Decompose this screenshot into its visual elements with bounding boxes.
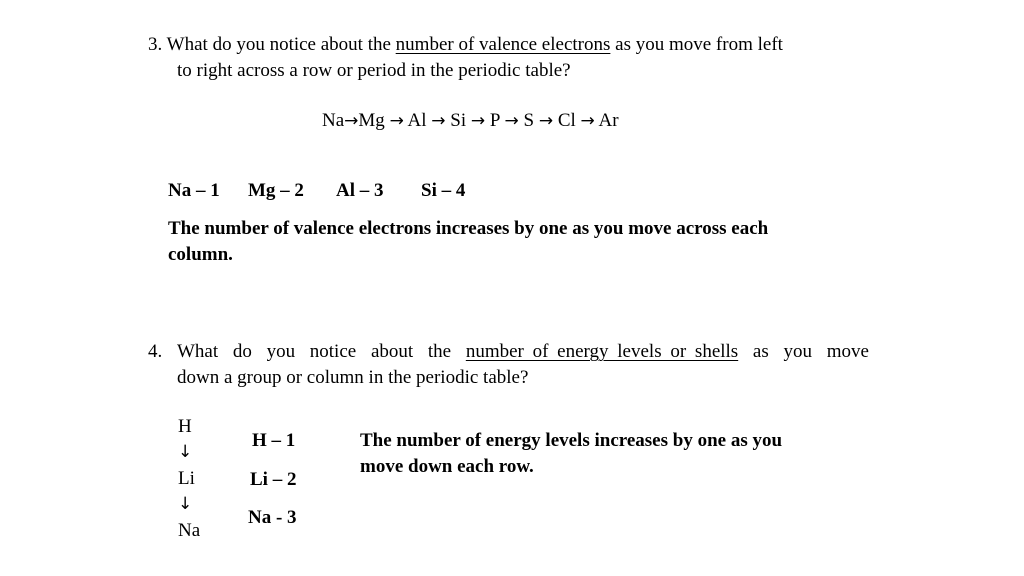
question-3-line-1 bbox=[148, 34, 783, 56]
question-4-text-w2: do bbox=[232, 341, 252, 362]
question-3-text-start: What do you notice about the bbox=[166, 34, 391, 55]
element-al: Al bbox=[407, 110, 427, 131]
question-4-text-w1: What bbox=[176, 341, 219, 362]
valence-count-si: Si – 4 bbox=[421, 180, 466, 201]
question-4-text-w5: about bbox=[370, 341, 414, 362]
question-4-line-2: down a group or column in the periodic table? bbox=[177, 367, 529, 388]
element-s: S bbox=[523, 110, 535, 131]
element-na: Na bbox=[322, 110, 345, 131]
shell-count-h: H – 1 bbox=[252, 430, 296, 451]
element-cl: Cl bbox=[557, 110, 576, 131]
down-arrow-icon: ↓ bbox=[178, 442, 193, 462]
answer-3-line-2: column. bbox=[168, 244, 233, 265]
shell-count-li: Li – 2 bbox=[250, 469, 297, 490]
group-element-h: H bbox=[178, 416, 192, 437]
question-4-text-w7: as bbox=[752, 341, 769, 362]
valence-count-al: Al – 3 bbox=[336, 180, 384, 201]
right-arrow-icon: → bbox=[504, 111, 519, 131]
group-element-na: Na bbox=[178, 520, 201, 541]
question-4-text-w4: notice bbox=[309, 341, 357, 362]
group-element-li: Li bbox=[178, 468, 195, 489]
answer-3-line-1: The number of valence electrons increases by one as you move across each bbox=[168, 218, 769, 239]
question-3-text-end: as you move from left bbox=[615, 34, 783, 55]
right-arrow-icon: → bbox=[431, 111, 446, 131]
question-4-text-w8: you bbox=[783, 341, 812, 362]
element-sequence bbox=[322, 110, 619, 132]
element-ar: Ar bbox=[598, 110, 619, 131]
question-4-number: 4. bbox=[148, 341, 163, 362]
valence-count-na: Na – 1 bbox=[168, 180, 220, 201]
question-3-key-phrase: number of valence electrons bbox=[395, 34, 611, 55]
element-p: P bbox=[489, 110, 500, 131]
element-mg: Mg bbox=[358, 110, 385, 131]
question-3-number: 3. bbox=[148, 34, 163, 55]
right-arrow-icon: → bbox=[470, 111, 486, 131]
question-4-text-w9: move bbox=[826, 341, 869, 362]
shell-count-na: Na - 3 bbox=[248, 507, 297, 528]
right-arrow-icon: → bbox=[580, 111, 595, 131]
question-4-line-1 bbox=[148, 341, 869, 363]
question-4-text-w6: the bbox=[427, 341, 452, 362]
question-3-line-2: to right across a row or period in the periodic table? bbox=[177, 60, 571, 81]
answer-4-line-2: move down each row. bbox=[360, 456, 534, 477]
down-arrow-icon: ↓ bbox=[178, 494, 193, 514]
question-4-text-w3: you bbox=[266, 341, 296, 362]
valence-count-mg: Mg – 2 bbox=[248, 180, 304, 201]
right-arrow-icon: → bbox=[344, 111, 359, 131]
element-si: Si bbox=[450, 110, 467, 131]
right-arrow-icon: → bbox=[538, 111, 554, 131]
answer-4-line-1: The number of energy levels increases by one as you bbox=[360, 430, 783, 451]
question-4-key-phrase: number of energy levels or shells bbox=[465, 341, 739, 362]
right-arrow-icon: → bbox=[389, 111, 404, 131]
